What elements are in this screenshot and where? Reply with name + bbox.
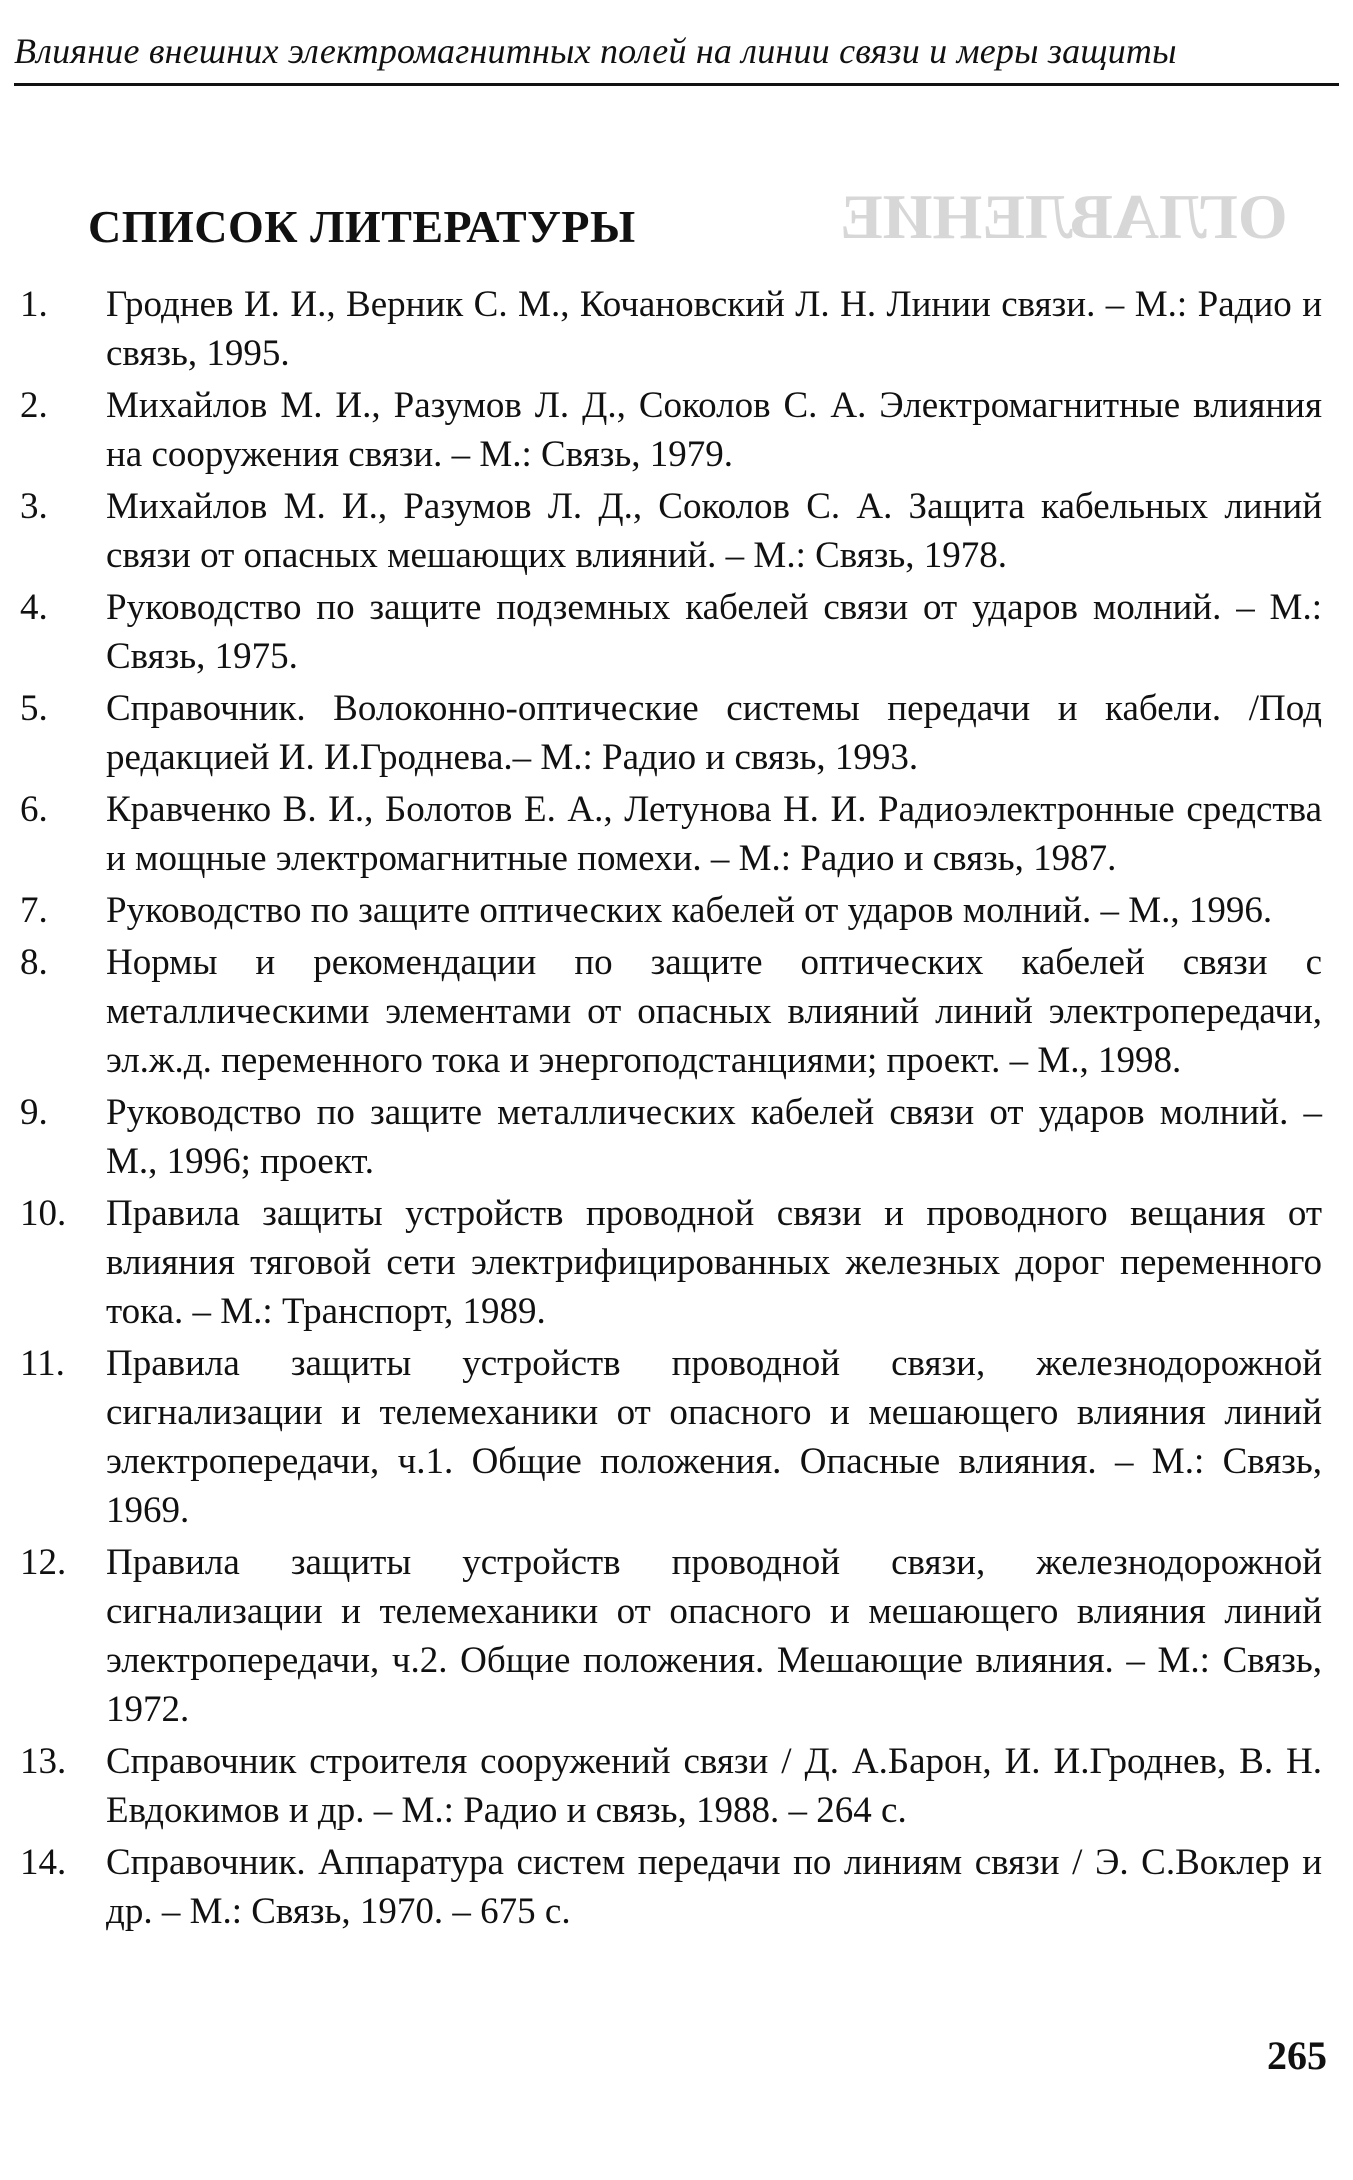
reference-text: Правила защиты устройств проводной связи и проводного вещания от влияния тяговой сети электрифицированных железных дорог переменного тока. – М.: Транспорт, 1989.	[106, 1193, 1322, 1332]
reference-text: Руководство по защите оптических кабелей от ударов молний. – М., 1996.	[106, 890, 1273, 931]
reference-number: 6.	[20, 789, 48, 830]
reference-item	[20, 1339, 1332, 1535]
header-rule	[14, 83, 1339, 86]
reference-text: Михайлов М. И., Разумов Л. Д., Соколов С. А. Электромагнитные влияния на сооружения связи. – М.: Связь, 1979.	[106, 385, 1322, 475]
reference-text: Гроднев И. И., Верник С. М., Кочановский Л. Н. Линии связи. – М.: Радио и связь, 1995.	[106, 284, 1322, 374]
reference-number: 8.	[20, 942, 48, 983]
reference-text: Справочник. Аппаратура систем передачи по линиям связи / Э. С.Воклер и др. – М.: Связь, 1970. – 675 с.	[106, 1842, 1322, 1932]
reference-text: Руководство по защите подземных кабелей связи от ударов молний. – М.: Связь, 1975.	[106, 587, 1322, 677]
reference-item	[20, 583, 1332, 681]
reference-number: 13.	[20, 1741, 67, 1782]
reference-item	[20, 785, 1332, 883]
reference-text: Руководство по защите металлических кабелей связи от ударов молний. – М., 1996; проект.	[106, 1092, 1322, 1182]
section-title: СПИСОК ЛИТЕРАТУРЫ	[88, 201, 636, 252]
reference-number: 5.	[20, 688, 48, 729]
page-number: 265	[1267, 2033, 1327, 2078]
running-header: Влияние внешних электромагнитных полей на линии связи и меры защиты	[14, 31, 1177, 71]
reference-number: 14.	[20, 1842, 67, 1883]
reference-item	[20, 1088, 1332, 1186]
reference-number: 4.	[20, 587, 48, 628]
reference-number: 12.	[20, 1542, 67, 1583]
reference-item	[20, 482, 1332, 580]
reference-text: Правила защиты устройств проводной связи, железнодорожной сигнализации и телемеханики от опасного и мешающего влияния линий электропередачи, ч.1. Общие положения. Опасные влияния. – М.: Связь, 1969.	[106, 1343, 1322, 1531]
reference-item	[20, 684, 1332, 782]
reference-item	[20, 1838, 1332, 1936]
reference-list	[20, 280, 1332, 1939]
reference-text: Кравченко В. И., Болотов Е. А., Летунова Н. И. Радиоэлектронные средства и мощные электромагнитные помехи. – М.: Радио и связь, 1987.	[106, 789, 1322, 879]
reference-item	[20, 1189, 1332, 1336]
reference-item	[20, 938, 1332, 1085]
reference-number: 9.	[20, 1092, 48, 1133]
reference-number: 10.	[20, 1193, 67, 1234]
reference-text: Нормы и рекомендации по защите оптических кабелей связи с металлическими элементами от опасных влияний линий электропередачи, эл.ж.д. переменного тока и энергоподстанциями; проект. – М., 1998.	[106, 942, 1322, 1081]
reference-number: 7.	[20, 890, 48, 931]
reference-number: 2.	[20, 385, 48, 426]
reference-number: 11.	[20, 1343, 65, 1384]
bleed-through-title: ОГЛАВЛЕНИЕ	[840, 181, 1288, 252]
reference-item	[20, 1538, 1332, 1734]
reference-number: 3.	[20, 486, 48, 527]
reference-text: Справочник. Волоконно-оптические системы передачи и кабели. /Под редакцией И. И.Гроднева.– М.: Радио и связь, 1993.	[106, 688, 1322, 778]
reference-item	[20, 280, 1332, 378]
reference-item	[20, 381, 1332, 479]
reference-text: Михайлов М. И., Разумов Л. Д., Соколов С. А. Защита кабельных линий связи от опасных мешающих влияний. – М.: Связь, 1978.	[106, 486, 1322, 576]
reference-item	[20, 886, 1332, 935]
reference-number: 1.	[20, 284, 48, 325]
reference-item	[20, 1737, 1332, 1835]
reference-text: Справочник строителя сооружений связи / Д. А.Барон, И. И.Гроднев, В. Н. Евдокимов и др. – М.: Радио и связь, 1988. – 264 с.	[106, 1741, 1322, 1831]
reference-text: Правила защиты устройств проводной связи, железнодорожной сигнализации и телемеханики от опасного и мешающего влияния линий электропередачи, ч.2. Общие положения. Мешающие влияния. – М.: Связь, 1972.	[106, 1542, 1322, 1730]
